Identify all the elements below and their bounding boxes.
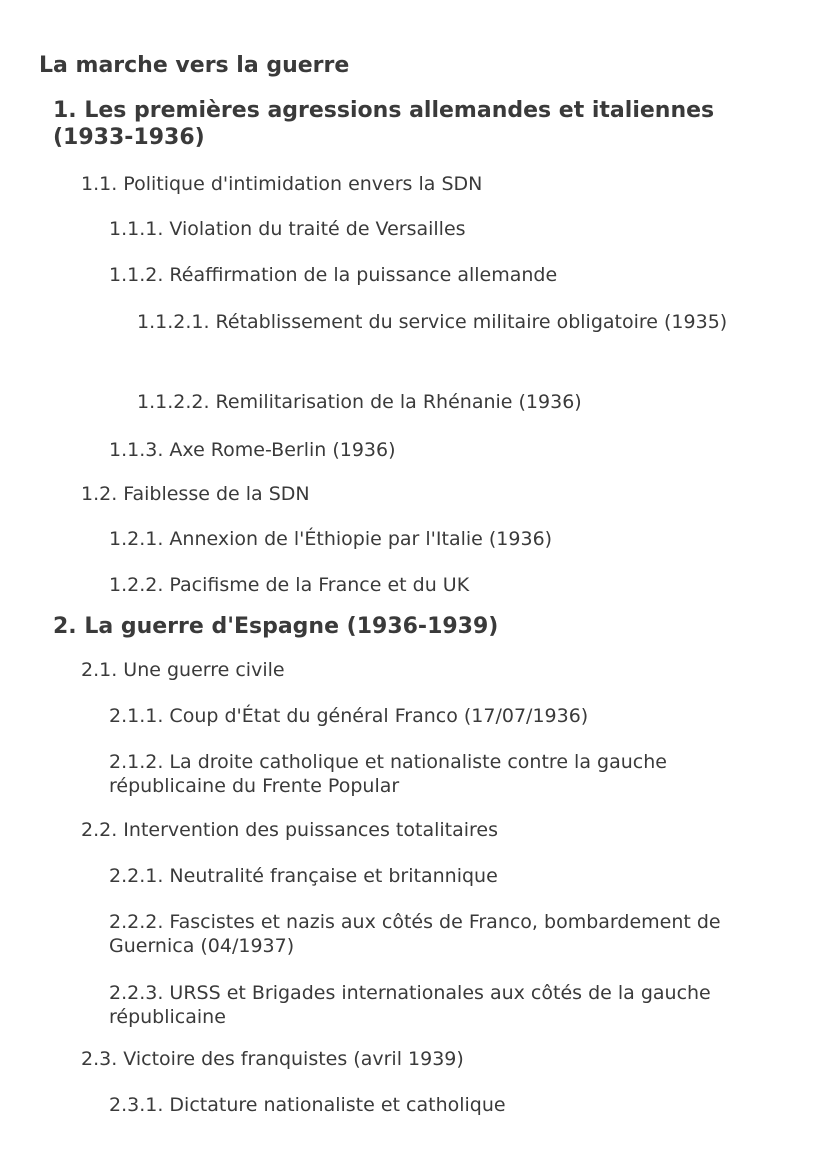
document-title: La marche vers la guerre [39,53,350,78]
subsection-heading-2-1: 2.1. Une guerre civile [81,659,285,681]
subsection-heading-2-3: 2.3. Victoire des franquistes (avril 1939) [81,1048,464,1070]
list-item-1-1-2: 1.1.2. Réaffirmation de la puissance allemande [109,264,558,286]
subsection-heading-1-1: 1.1. Politique d'intimidation envers la SDN [81,173,483,195]
list-item-2-3-1: 2.3.1. Dictature nationaliste et catholique [109,1094,506,1116]
list-item-1-1-3: 1.1.3. Axe Rome-Berlin (1936) [109,439,396,461]
list-item-2-1-2: 2.1.2. La droite catholique et nationaliste contre la gauche républicaine du Frente Popular [109,751,667,797]
list-item-2-2-1: 2.2.1. Neutralité française et britannique [109,865,498,887]
subsection-heading-2-2: 2.2. Intervention des puissances totalitaires [81,819,499,841]
list-item-1-1-2-2: 1.1.2.2. Remilitarisation de la Rhénanie (1936) [137,391,582,413]
section-heading-1: 1. Les premières agressions allemandes et italiennes (1933-1936) [53,98,715,150]
list-item-1-2-1: 1.2.1. Annexion de l'Éthiopie par l'Italie (1936) [109,528,553,550]
list-item-2-1-1: 2.1.1. Coup d'État du général Franco (17/07/1936) [109,705,589,727]
list-item-2-2-3: 2.2.3. URSS et Brigades internationales aux côtés de la gauche républicaine [109,982,711,1028]
list-item-1-1-2-1: 1.1.2.1. Rétablissement du service militaire obligatoire (1935) [137,311,728,333]
list-item-1-2-2: 1.2.2. Pacifisme de la France et du UK [109,574,470,596]
list-item-1-1-1: 1.1.1. Violation du traité de Versailles [109,218,466,240]
subsection-heading-1-2: 1.2. Faiblesse de la SDN [81,483,310,505]
section-heading-2: 2. La guerre d'Espagne (1936-1939) [53,614,499,639]
list-item-2-2-2: 2.2.2. Fascistes et nazis aux côtés de Franco, bombardement de Guernica (04/1937) [109,911,721,957]
